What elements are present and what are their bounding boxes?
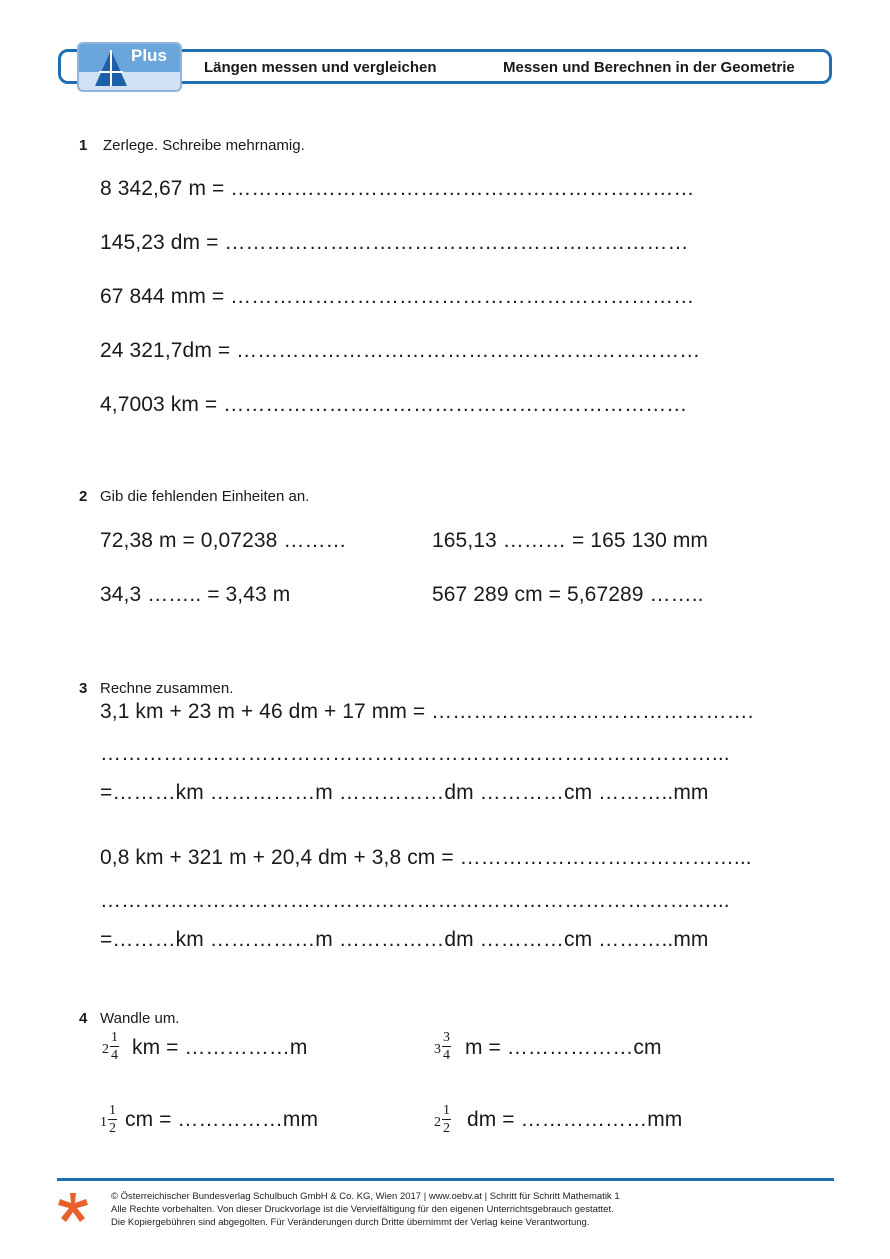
task3-b-expression: 0,8 km + 321 m + 20,4 dm + 3,8 cm = …………………………………... <box>100 846 752 869</box>
fraction-whole: 2 <box>434 1114 441 1130</box>
fraction-denominator: 2 <box>109 1121 116 1136</box>
task1-line-3: 67 844 mm = ………………………………………………………… <box>100 285 695 308</box>
plus-logo <box>77 42 182 92</box>
footer-line-1: © Österreichischer Bundesverlag Schulbuch GmbH & Co. KG, Wien 2017 | www.oebv.at | Schritt für Schritt Mathematik 1 <box>111 1191 620 1202</box>
task1-line-5: 4,7003 km = ………………………………………………………… <box>100 393 688 416</box>
fraction-numerator: 3 <box>443 1030 450 1045</box>
task1-number: 1 <box>79 137 88 154</box>
task2-left-2: 34,3 …….. = 3,43 m <box>100 583 291 606</box>
task3-a-result: =………km ……………m ……………dm …………cm ………..mm <box>100 781 709 804</box>
footer-copyright <box>111 1190 620 1229</box>
footer-line-3: Die Kopiergebühren sind abgegolten. Für Veränderungen durch Dritte übernimmt der Verlag keine Verantwortung. <box>111 1217 590 1228</box>
fraction-whole: 2 <box>102 1041 109 1057</box>
fraction-numerator: 1 <box>109 1103 116 1118</box>
fraction-numerator: 1 <box>111 1030 118 1045</box>
task3-a-expression: 3,1 km + 23 m + 46 dm + 17 mm = ………………………………………. <box>100 700 754 723</box>
task4-number: 4 <box>79 1010 88 1027</box>
task1-line-4: 24 321,7dm = ………………………………………………………… <box>100 339 701 362</box>
fraction-numerator: 1 <box>443 1103 450 1118</box>
task2-right-1: 165,13 ……… = 165 130 mm <box>432 529 709 552</box>
task1-line-2: 145,23 dm = ………………………………………………………… <box>100 231 689 254</box>
task3-a-dots: ……………………………………………………………………………... <box>100 742 730 765</box>
header-title-left: Längen messen und vergleichen <box>204 59 437 76</box>
task4-item-1-text: km = ……………m <box>132 1036 308 1059</box>
task4-fraction-2 <box>434 1029 451 1064</box>
fraction-denominator: 2 <box>443 1121 450 1136</box>
task3-number: 3 <box>79 680 88 697</box>
fraction-denominator: 4 <box>443 1048 450 1063</box>
task4-item-3-text: cm = ……………mm <box>125 1108 319 1131</box>
task2-number: 2 <box>79 488 88 505</box>
fraction-whole: 3 <box>434 1041 441 1057</box>
task1-title: Zerlege. Schreibe mehrnamig. <box>103 137 305 154</box>
plus-logo-text: Plus <box>131 46 167 65</box>
task4-item-4-text: dm = ………………mm <box>467 1108 683 1131</box>
task4-fraction-4 <box>434 1102 451 1137</box>
task3-b-result: =………km ……………m ……………dm …………cm ………..mm <box>100 928 709 951</box>
footer-line-2: Alle Rechte vorbehalten. Von dieser Druckvorlage ist die Vervielfältigung für den eigenen Unterrichtsgebrauch gestattet. <box>111 1204 614 1215</box>
task2-left-1: 72,38 m = 0,07238 ……… <box>100 529 347 552</box>
task4-fraction-1 <box>102 1029 119 1064</box>
task4-fraction-3 <box>100 1102 117 1137</box>
task4-title: Wandle um. <box>100 1010 180 1027</box>
task2-title: Gib die fehlenden Einheiten an. <box>100 488 310 505</box>
fraction-whole: 1 <box>100 1114 107 1130</box>
fraction-denominator: 4 <box>111 1048 118 1063</box>
triangle-logo-icon <box>93 48 129 88</box>
header-title-right: Messen und Berechnen in der Geometrie <box>503 59 795 76</box>
footer-rule <box>57 1178 834 1181</box>
task3-b-dots: ……………………………………………………………………………... <box>100 889 730 912</box>
publisher-logo-icon <box>56 1191 90 1225</box>
task1-line-1: 8 342,67 m = ………………………………………………………… <box>100 177 695 200</box>
task3-title: Rechne zusammen. <box>100 680 234 697</box>
task4-item-2-text: m = ………………cm <box>465 1036 662 1059</box>
task2-right-2: 567 289 cm = 5,67289 …….. <box>432 583 704 606</box>
